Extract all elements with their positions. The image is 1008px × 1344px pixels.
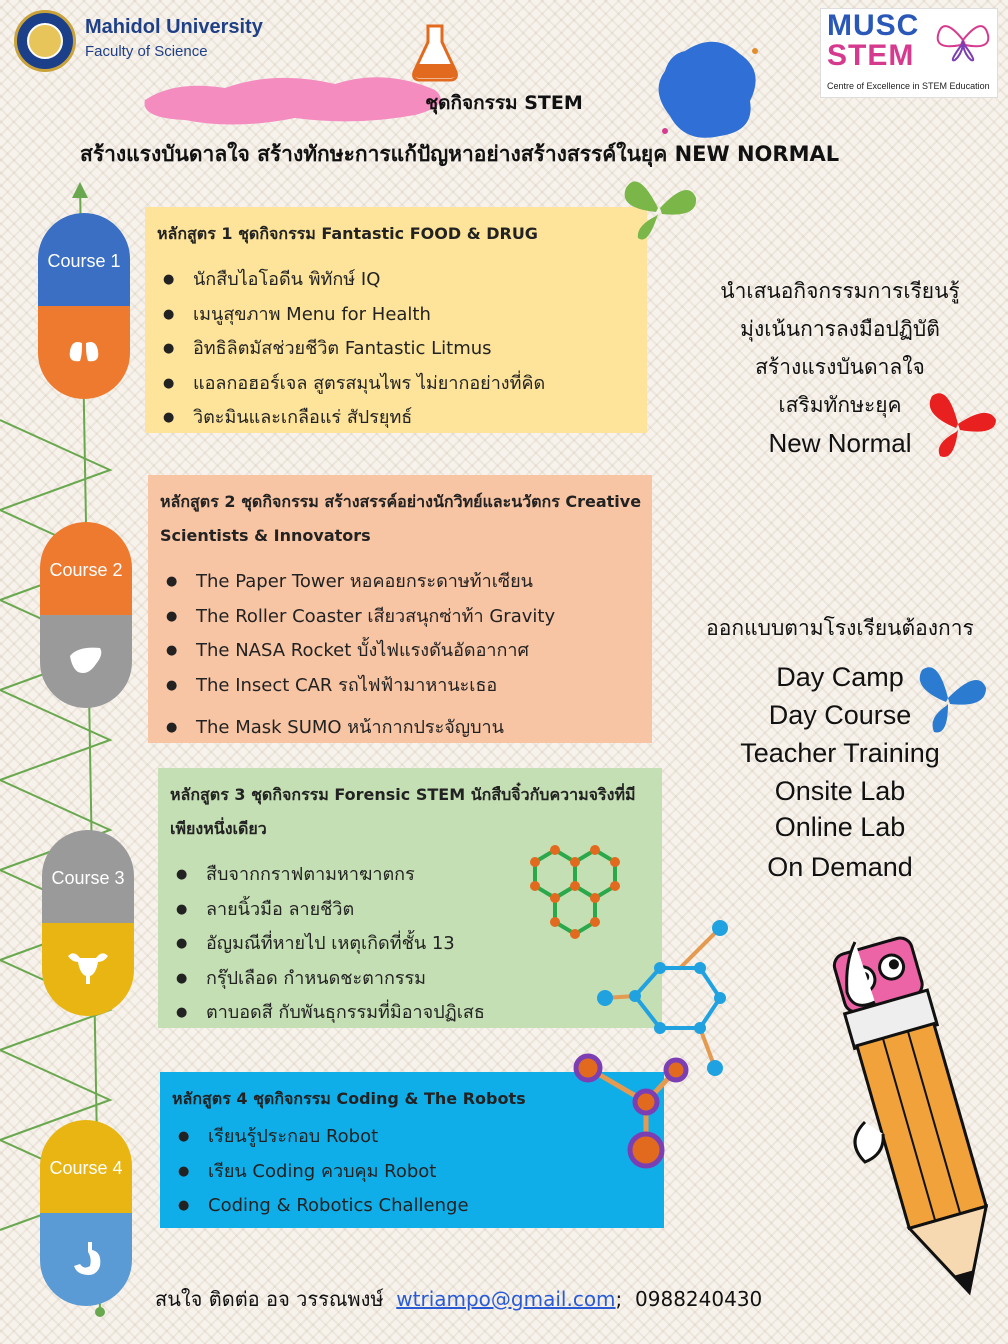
flask-icon <box>410 24 460 84</box>
musc-stem-logo <box>820 8 998 98</box>
list-item: ● อิทธิลิตมัสช่วยชีวิต Fantastic Litmus <box>157 332 635 367</box>
page-subtitle: สร้างแรงบันดาลใจ สร้างทักษะการแก้ปัญหาอย่างสร้างสรรค์ในยุค NEW NORMAL <box>80 142 840 166</box>
list-item: ● The NASA Rocket บั้งไฟแรงดันอัดอากาศ <box>160 634 640 669</box>
course-4-pill <box>40 1120 132 1306</box>
list-item: ● สืบจากกราฟตามหาฆาตกร <box>170 858 650 893</box>
list-item: ● เมนูสุขภาพ Menu for Health <box>157 298 635 333</box>
intro-text <box>690 272 990 462</box>
list-item: ● อัญมณีที่หายไป เหตุเกิดที่ชั้น 13 <box>170 927 650 962</box>
contact-line <box>155 1283 762 1315</box>
contact-email-link[interactable]: wtriampo@gmail.com <box>396 1287 616 1311</box>
course-4-title: หลักสูตร 4 ชุดกิจกรรม Coding & The Robots <box>172 1089 526 1108</box>
liver-icon <box>68 642 104 682</box>
list-item: ● ลายนิ้วมือ ลายชีวิต <box>170 893 650 928</box>
list-item: ● นักสืบไอโอดีน พิทักษ์ IQ <box>157 263 635 298</box>
course-2-list <box>160 565 640 746</box>
stomach-icon <box>70 1240 106 1280</box>
faculty-name: Faculty of Science <box>85 43 208 60</box>
format-item: On Demand <box>767 852 913 882</box>
format-item: Teacher Training <box>740 738 940 768</box>
list-item: ● The Mask SUMO หน้ากากประจัญบาน <box>160 711 640 746</box>
uterus-icon <box>66 948 102 988</box>
format-item: Online Lab <box>774 812 906 842</box>
purple-molecule-icon <box>568 1050 688 1170</box>
intro-line: เสริมทักษะยุค <box>778 393 902 417</box>
intro-line: มุ่งเน้นการลงมือปฏิบัติ <box>740 317 940 341</box>
format-item: Onsite Lab <box>774 776 906 806</box>
course-2-box <box>148 475 652 743</box>
course-4-label: Course 4 <box>49 1158 123 1178</box>
contact-phone: 0988240430 <box>635 1287 763 1311</box>
course-2-label: Course 2 <box>49 560 123 580</box>
contact-separator: ; <box>615 1287 623 1311</box>
course-3-pill <box>42 830 134 1016</box>
intro-line: สร้างแรงบันดาลใจ <box>755 355 925 379</box>
mahidol-logo <box>14 10 76 72</box>
list-item: ● The Insect CAR รถไฟฟ้ามาหานะเธอ <box>160 669 640 704</box>
list-item: ● The Roller Coaster เสียวสนุกซ่าท้า Gravity <box>160 600 640 635</box>
pencil-mascot-illustration <box>825 922 995 1312</box>
intro-line: New Normal <box>768 428 912 458</box>
list-item: ● เรียน Coding ควบคุม Robot <box>172 1155 652 1190</box>
musc-logo-text: MUSC <box>827 9 920 42</box>
green-butterfly-icon <box>618 168 698 248</box>
course-3-label: Course 3 <box>51 868 125 888</box>
page-title: ชุดกิจกรรม STEM <box>425 92 583 114</box>
course-2-pill <box>40 522 132 708</box>
format-item: Day Camp <box>776 662 904 692</box>
design-heading: ออกแบบตามโรงเรียนต้องการ <box>706 616 974 640</box>
course-1-label: Course 1 <box>47 251 121 271</box>
course-1-pill <box>38 213 130 399</box>
university-name: Mahidol University <box>85 16 263 38</box>
list-item: ● The Paper Tower หอคอยกระดาษท้าเซียน <box>160 565 640 600</box>
musc-logo-subtitle: Centre of Excellence in STEM Education <box>827 81 990 91</box>
butterfly-logo-icon <box>933 15 993 65</box>
lungs-icon <box>66 325 102 365</box>
list-item: ● กรุ๊ปเลือด กำหนดชะตากรรม <box>170 962 650 997</box>
format-item: Day Course <box>768 700 912 730</box>
list-item: ● วิตะมินและเกลือแร่ สัปรยุทธ์ <box>157 401 635 436</box>
course-1-box <box>145 207 647 433</box>
list-item: ● เรียนรู้ประกอบ Robot <box>172 1120 652 1155</box>
formats-list <box>690 658 990 886</box>
course-2-title: หลักสูตร 2 ชุดกิจกรรม สร้างสรรค์อย่างนักวิทย์และนวัตกร Creative Scientists & Innovators <box>160 492 642 545</box>
list-item: ● ตาบอดสี กับพันธุกรรมที่มิอาจปฏิเสธ <box>170 996 650 1031</box>
course-3-title: หลักสูตร 3 ชุดกิจกรรม Forensic STEM นักสืบจิ๋วกับความจริงที่มีเพียงหนึ่งเดียว <box>170 785 636 838</box>
course-1-list <box>157 263 635 436</box>
list-item: ● Coding & Robotics Challenge <box>172 1189 652 1224</box>
intro-line: นำเสนอกิจกรรมการเรียนรู้ <box>720 279 960 303</box>
list-item: ● แอลกอฮอร์เจล สูตรสมุนไพร ไม่ยากอย่างที่คิด <box>157 367 635 402</box>
contact-prefix: สนใจ ติดต่อ อจ วรรณพงษ์ <box>155 1287 384 1311</box>
stem-logo-text: STEM <box>827 39 915 72</box>
course-1-title: หลักสูตร 1 ชุดกิจกรรม Fantastic FOOD & DRUG <box>157 224 538 243</box>
